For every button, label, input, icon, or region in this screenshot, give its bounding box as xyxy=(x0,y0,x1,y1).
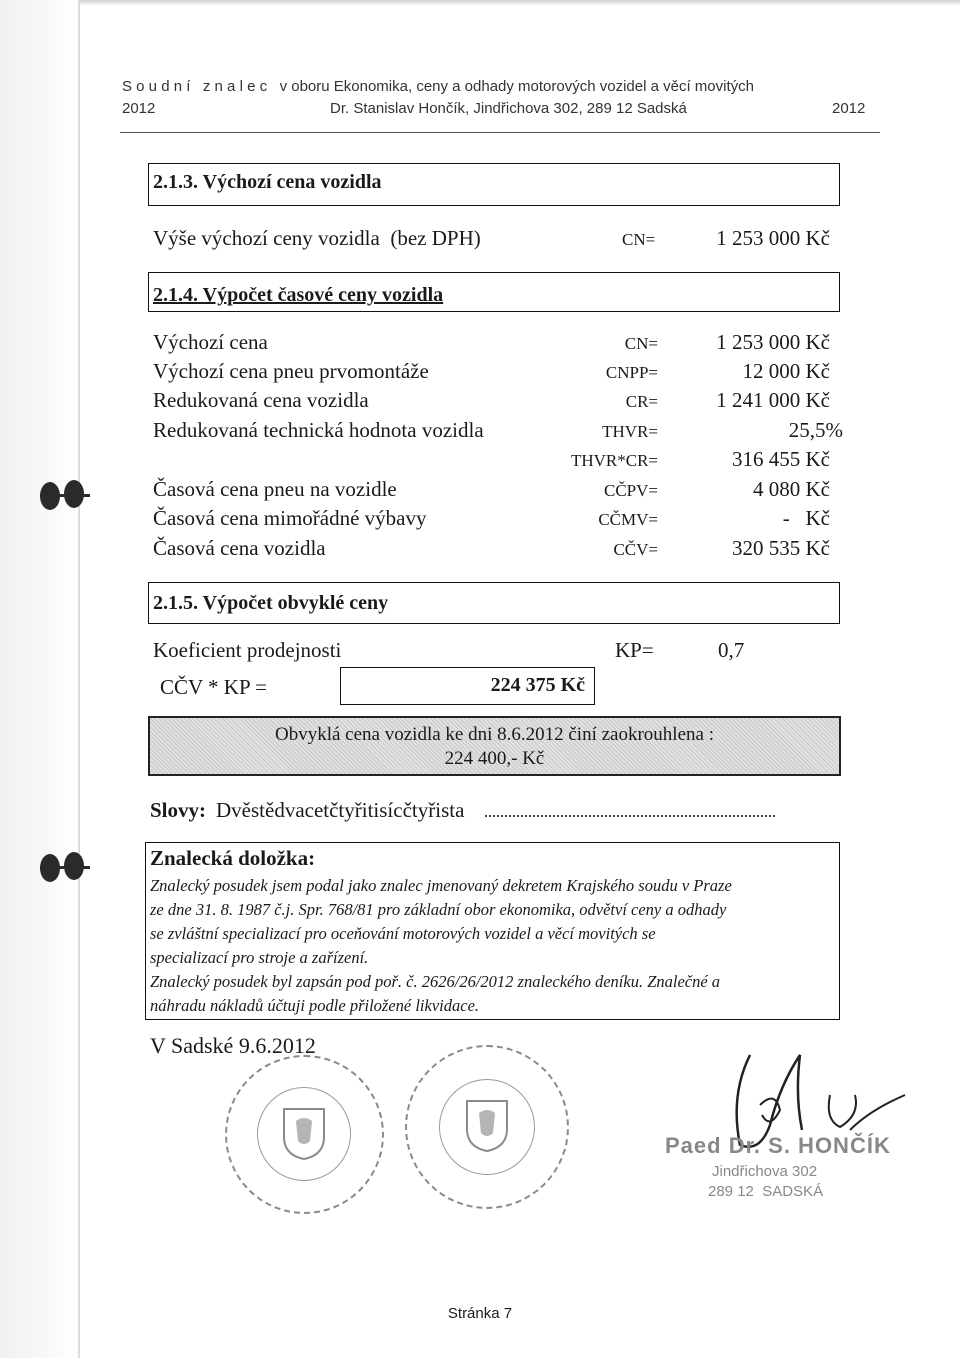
signature-stamp-name: Paed Dr. S. HONČÍK xyxy=(665,1133,891,1158)
row-value: 1 253 000 Kč xyxy=(716,330,830,354)
result-line1: Obvyklá cena vozidla ke dni 8.6.2012 činí zaokrouhlena : xyxy=(275,724,714,745)
row-label: Časová cena pneu na vozidle xyxy=(153,477,397,501)
formula-label: CČV * KP = xyxy=(160,675,267,699)
row-code: THVR= xyxy=(602,422,658,441)
header-year-right: 2012 xyxy=(832,100,866,117)
row-label: Výchozí cena pneu prvomontáže xyxy=(153,359,429,383)
row-value: 4 080 Kč xyxy=(753,477,830,501)
header-year-left: 2012 xyxy=(122,100,156,117)
row-value: 320 535 Kč xyxy=(732,536,830,560)
header-divider xyxy=(120,132,880,133)
clause-line: specializací pro stroje a zařízení. xyxy=(150,948,369,967)
page-edge xyxy=(0,0,78,1358)
row-code: CČMV= xyxy=(598,510,658,529)
clause-title: Znalecká doložka: xyxy=(150,846,316,870)
row-code: THVR*CR= xyxy=(570,451,658,470)
row-label: Redukovaná cena vozidla xyxy=(153,388,369,412)
row-value: 1 241 000 Kč xyxy=(716,388,830,412)
row-label: Časová cena vozidla xyxy=(153,536,326,560)
words-value: Dvěstědvacetčtyřitisícčtyřista xyxy=(216,798,465,822)
coefficient-value: 0,7 xyxy=(718,638,745,662)
clause-line: Znalecký posudek byl zapsán pod poř. č. 2626/26/2012 znaleckého deníku. Znalečné a xyxy=(150,972,721,991)
row-code: CNPP= xyxy=(605,363,658,382)
top-shadow xyxy=(80,0,960,6)
row-value: 25,5% xyxy=(788,418,843,442)
section-213-code: CN= xyxy=(622,230,656,249)
clause-line: se zvláštní specializací pro oceňování motorových vozidel a věcí movitých se xyxy=(150,924,656,943)
page-fold xyxy=(78,0,80,1358)
section-215-title: 2.1.5. Výpočet obvyklé ceny xyxy=(153,592,389,614)
header-title: S o u d n í z n a l e c v oboru Ekonomika, ceny a odhady motorových vozidel a věcí movitých xyxy=(122,78,754,95)
words-dotted-line xyxy=(485,815,775,817)
row-label: Výchozí cena xyxy=(153,330,268,354)
punch-mark xyxy=(40,494,90,497)
row-code: CČPV= xyxy=(604,481,658,500)
clause-line: Znalecký posudek jsem podal jako znalec jmenovaný dekretem Krajského soudu v Praze xyxy=(150,876,732,895)
words-label: Slovy: xyxy=(150,798,207,822)
clause-line: náhradu nákladů účtuji podle přiložené likvidace. xyxy=(150,996,480,1015)
section-213-label: Výše výchozí ceny vozidla (bez DPH) xyxy=(153,226,481,250)
header-address: Dr. Stanislav Hončík, Jindřichova 302, 289 12 Sadská xyxy=(330,100,687,117)
clause-line: ze dne 31. 8. 1987 č.j. Spr. 768/81 pro základní obor ekonomika, odvětví ceny a odhady xyxy=(150,900,727,919)
row-code: CN= xyxy=(624,334,658,353)
coefficient-label: Koeficient prodejnosti xyxy=(153,638,342,662)
row-value: 316 455 Kč xyxy=(732,447,830,471)
place-date: V Sadské 9.6.2012 xyxy=(150,1033,316,1058)
row-label: Redukovaná technická hodnota vozidla xyxy=(153,418,484,442)
row-code: CČV= xyxy=(613,540,658,559)
signature-stamp-city: 289 12 SADSKÁ xyxy=(708,1183,824,1200)
section-213-title: 2.1.3. Výchozí cena vozidla xyxy=(153,171,382,193)
coefficient-code: KP= xyxy=(615,638,654,662)
row-label: Časová cena mimořádné výbavy xyxy=(153,506,427,530)
formula-result: 224 375 Kč xyxy=(490,674,585,696)
page-number: Stránka 7 xyxy=(447,1305,513,1322)
row-code: CR= xyxy=(625,392,658,411)
row-value: 12 000 Kč xyxy=(742,359,830,383)
section-214-title: 2.1.4. Výpočet časové ceny vozidla xyxy=(153,284,444,306)
round-stamp-icon xyxy=(225,1055,384,1214)
round-stamp-icon xyxy=(405,1045,569,1209)
result-line2: 224 400,- Kč xyxy=(444,748,545,769)
section-213-value: 1 253 000 Kč xyxy=(716,226,830,250)
punch-mark xyxy=(40,866,90,869)
row-value: - Kč xyxy=(782,506,830,530)
signature-stamp-street: Jindřichova 302 xyxy=(712,1163,818,1180)
